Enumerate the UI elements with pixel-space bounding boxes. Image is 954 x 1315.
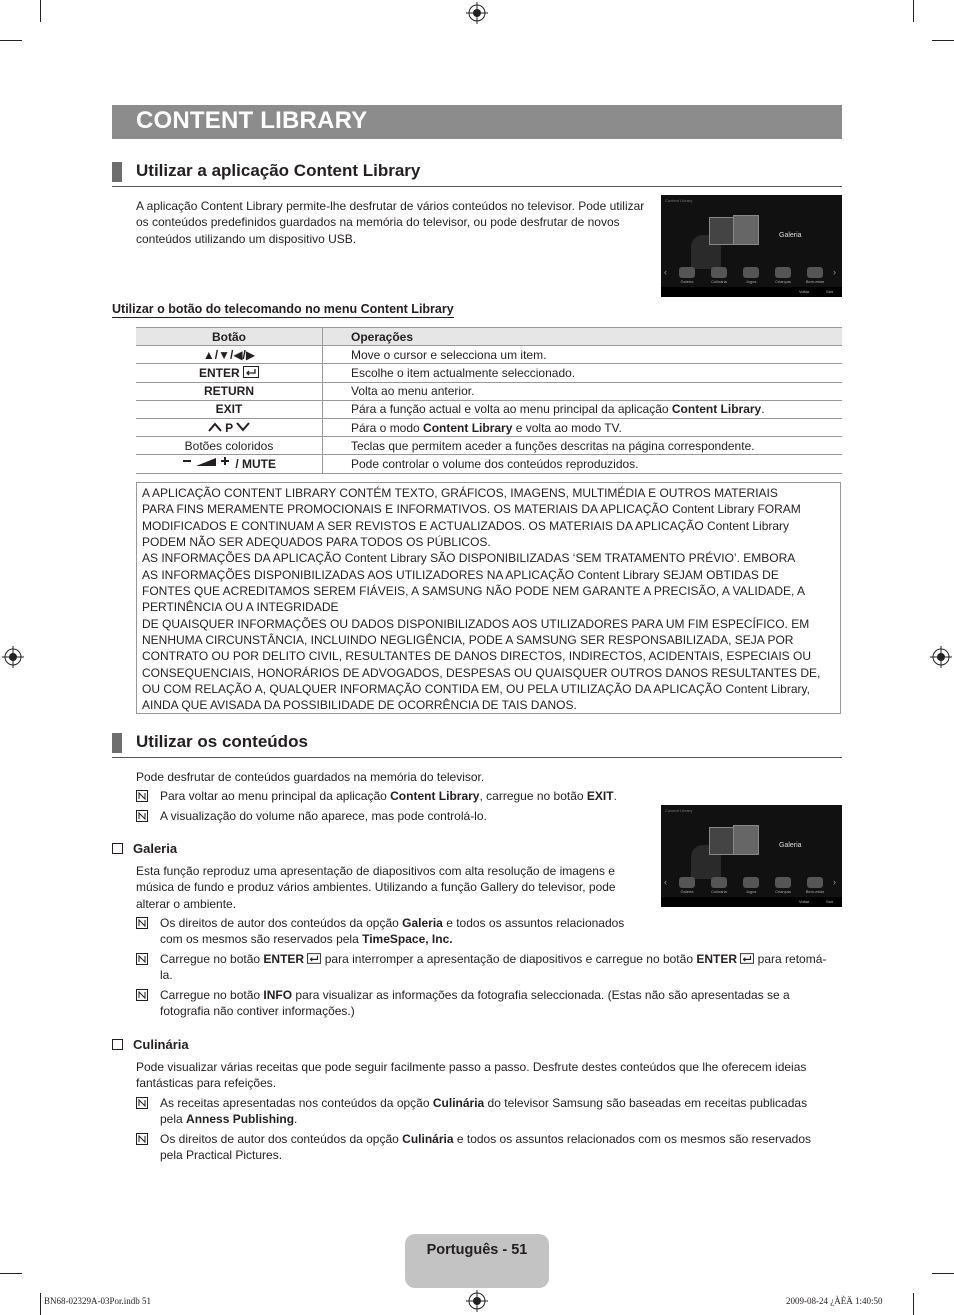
- crop-mark: [40, 1293, 41, 1315]
- enter-icon: [307, 953, 321, 964]
- button-cell: EXIT: [136, 400, 323, 418]
- subheading: [112, 302, 454, 316]
- picture-frame: [733, 215, 759, 245]
- disclaimer-line: PODEM NÃO SER ADEQUADOS PARA TODOS OS PÚBLICOS.: [142, 535, 491, 550]
- right-arrow-icon: ›: [833, 877, 836, 887]
- operation-cell: Move o cursor e selecciona um item.: [323, 346, 843, 364]
- left-arrow-icon: ‹: [664, 877, 667, 887]
- bold-text: INFO: [263, 988, 293, 1002]
- text-span: .: [613, 789, 617, 803]
- bem-estar-icon: [807, 877, 823, 888]
- registration-mark-icon: [466, 2, 488, 24]
- table-row: [136, 437, 842, 455]
- section-title: Utilizar os conteúdos: [136, 732, 308, 751]
- crop-mark: [932, 1273, 954, 1274]
- registration-mark-icon: [2, 646, 24, 668]
- crop-mark: [40, 0, 41, 22]
- text-span: para visualizar as informações da fotografia seleccionada. (Estas não são apresentadas se a: [292, 988, 790, 1002]
- button-cell: [136, 418, 323, 436]
- jogos-icon: [743, 267, 759, 278]
- tv-screenshot: [661, 805, 842, 907]
- disclaimer-box: [136, 482, 841, 714]
- table-row: [136, 455, 842, 473]
- tv-icon-label: Bem-estar: [805, 279, 825, 284]
- operation-cell: Teclas que permitem aceder a funções descritas na página correspondente.: [323, 437, 843, 455]
- enter-icon: [740, 953, 754, 964]
- disclaimer-line: PARA FINS MERAMENTE PROMOCIONAIS E INFORMATIVOS. OS MATERIAIS DA APLICAÇÃO Content Library FORAM: [142, 502, 801, 517]
- print-slug-right: 2009-08-24 ¿ÀÈÄ 1:40:50: [786, 1296, 883, 1306]
- bold-text: Culinária: [432, 1096, 485, 1110]
- tv-exit-label: Sair: [826, 899, 834, 904]
- disclaimer-line: CONSEQUENCIAIS, HONORÁRIOS DE ADVOGADOS, DESPESAS OU QUAISQUER OUTROS DANOS RESULTANTES DE,: [142, 665, 821, 680]
- tv-header: Content Library: [665, 808, 693, 813]
- text-span: Pára o modo: [351, 420, 424, 435]
- tv-footer-bar: [661, 897, 842, 907]
- text-line: Pode visualizar várias receitas que pode seguir facilmente passo a passo. Desfrute destes conteúdos que lhe oferecem ideias: [136, 1060, 807, 1074]
- text-span: Os direitos de autor dos conteúdos da opção: [160, 1132, 403, 1146]
- text-span: .: [761, 402, 765, 417]
- picture-frame: [709, 827, 735, 855]
- tv-icon-label: Jogos: [745, 279, 757, 284]
- tv-icon-label: Galeria: [680, 279, 694, 284]
- text-span: e todos os assuntos relacionados: [442, 916, 625, 930]
- bold-text: ENTER: [263, 952, 305, 966]
- tv-icon-label: Bem-estar: [805, 889, 825, 894]
- text-span: para retomá-: [754, 952, 827, 966]
- disclaimer-line: DE QUAISQUER INFORMAÇÕES OU DADOS DISPONIBILIZADOS AOS UTILIZADORES PARA UM FIM ESPECÍFICO. EM: [142, 616, 810, 631]
- text-line: A aplicação Content Library permite-lhe desfrutar de vários conteúdos no televisor. Pode utilizar: [136, 199, 645, 213]
- text-span: e volta ao modo TV.: [512, 420, 622, 435]
- table-row: [136, 418, 842, 436]
- note-icon: [136, 989, 148, 1001]
- table-header-row: [136, 328, 842, 346]
- culinaria-heading: [112, 1037, 189, 1052]
- bold-text: TimeSpace, Inc.: [362, 932, 453, 947]
- chevron-up-icon: [208, 422, 222, 432]
- text-span: , carregue no botão: [479, 789, 587, 803]
- note-icon: [136, 1133, 148, 1145]
- bold-text: EXIT: [586, 789, 614, 803]
- disclaimer-line: NENHUMA CIRCUNSTÂNCIA, INCLUINDO NEGLIGÊNCIA, PODE A SAMSUNG SER RESPONSABILIZADA, SEJA POR: [142, 633, 794, 648]
- tv-icon-label: Culinária: [711, 279, 727, 284]
- mute-label: / MUTE: [235, 457, 276, 472]
- left-arrow-icon: ‹: [664, 267, 667, 277]
- tv-icon-label: Crianças: [775, 279, 791, 284]
- volume-icon: [182, 456, 232, 468]
- tv-label: Galeria: [779, 842, 802, 849]
- text-span: Carregue no botão: [160, 952, 264, 966]
- galeria-icon: [679, 267, 695, 278]
- tv-icon-label: Jogos: [745, 889, 757, 894]
- note-icon: [136, 1097, 148, 1109]
- bold-text: Content Library: [671, 402, 762, 417]
- disclaimer-line: OU COM RELAÇÃO A, QUALQUER INFORMAÇÃO CONTIDA EM, OU PELA UTILIZAÇÃO DA APLICAÇÃO Content Library,: [142, 682, 810, 697]
- disclaimer-line: AS INFORMAÇÕES DA APLICAÇÃO Content Library SÃO DISPONIBILIZADAS ‘SEM TRATAMENTO PRÉVIO’. EMBORA: [142, 551, 796, 566]
- section1-intro: [136, 198, 656, 247]
- bold-text: Content Library: [423, 420, 513, 435]
- text-line: fantásticas para refeições.: [136, 1076, 277, 1091]
- galeria-icon: [679, 877, 695, 888]
- button-cell: ▲/▼/◀/▶: [136, 346, 323, 364]
- disclaimer-line: PERTINÊNCIA OU A INTEGRIDADE: [142, 600, 339, 615]
- text-span: Os direitos de autor dos conteúdos da opção: [160, 916, 403, 930]
- crop-mark: [0, 40, 22, 41]
- checkbox-square-icon: [112, 843, 123, 854]
- page-title-bar: [112, 105, 842, 139]
- print-slug-left: BN68-02329A-03Por.indb 51: [44, 1296, 152, 1306]
- button-cell: RETURN: [136, 382, 323, 400]
- table-row: [136, 346, 842, 364]
- text-line: fotografia não contiver informações.): [160, 1004, 355, 1019]
- disclaimer-line: CONTRATO OU POR DELITO CIVIL, RESULTANTES DE DANOS DIRECTOS, INDIRECTOS, ACIDENTAIS, ESPECIAIS OU: [142, 649, 812, 664]
- checkbox-square-icon: [112, 1039, 123, 1050]
- disclaimer-line: MODIFICADOS E CONTINUAM A SER REVISTOS E ACTUALIZADOS. OS MATERIAIS DA APLICAÇÃO Content Library: [142, 518, 790, 533]
- text-span: e todos os assuntos relacionados com os mesmos são reservados: [453, 1132, 812, 1146]
- tv-icon-label: Crianças: [775, 889, 791, 894]
- culinaria-icon: [711, 877, 727, 888]
- picture-frame: [733, 825, 759, 855]
- operation-cell: [323, 418, 843, 436]
- table-row: [136, 364, 842, 382]
- note-icon: [136, 953, 148, 965]
- tv-icon-row: [677, 877, 827, 894]
- enter-label: ENTER: [198, 365, 240, 380]
- disclaimer-line: AINDA QUE AVISADA DA POSSIBILIDADE DE OCORRÊNCIA DE TAIS DANOS.: [142, 698, 577, 713]
- operation-cell: Volta ao menu anterior.: [323, 382, 843, 400]
- section-title: Utilizar a aplicação Content Library: [136, 161, 421, 180]
- heading-text: Culinária: [133, 1037, 189, 1052]
- page-number: Português - 51: [426, 1242, 528, 1258]
- section-marker: [112, 733, 122, 753]
- enter-icon: [243, 366, 259, 378]
- tv-header: Content Library: [665, 198, 693, 203]
- tv-icon-label: Culinária: [711, 889, 727, 894]
- table-header-cell: Operações: [323, 328, 843, 346]
- tv-icon-row: [677, 267, 827, 284]
- note-text: A visualização do volume não aparece, mas pode controlá-lo.: [160, 809, 487, 823]
- tv-back-label: Voltar: [799, 899, 810, 904]
- button-cell: Botões coloridos: [136, 437, 323, 455]
- table-header-cell: Botão: [136, 328, 323, 346]
- heading-text: Galeria: [133, 841, 178, 856]
- galeria-heading: [112, 841, 177, 856]
- tv-screenshot: [661, 195, 842, 297]
- bem-estar-icon: [807, 267, 823, 278]
- registration-mark-icon: [930, 646, 952, 668]
- operation-cell: Escolhe o item actualmente seleccionado.: [323, 364, 843, 382]
- bold-text: ENTER: [696, 952, 737, 966]
- note-icon: [136, 917, 148, 929]
- text-span: Pára a função actual e volta ao menu principal da aplicação: [351, 402, 672, 417]
- disclaimer-line: AS INFORMAÇÕES DISPONIBILIZADAS AOS UTILIZADORES NA APLICAÇÃO Content Library SEJAM OBTIDAS DE: [142, 567, 779, 582]
- text-span: pela: [160, 1112, 187, 1127]
- operations-table: [136, 327, 842, 474]
- registration-mark-icon: [466, 1290, 488, 1312]
- criancas-icon: [775, 877, 791, 888]
- text-line: os conteúdos predefinidos guardados na memória do televisor, ou pode desfrutar de novos: [136, 215, 620, 230]
- text-span: As receitas apresentadas nos conteúdos da opção: [160, 1096, 433, 1110]
- section-heading: [112, 160, 842, 187]
- text-line: pela Practical Pictures.: [160, 1148, 283, 1163]
- right-arrow-icon: ›: [833, 267, 836, 277]
- page-title: CONTENT LIBRARY: [136, 107, 368, 134]
- bold-text: Culinária: [402, 1132, 454, 1146]
- note-icon: [136, 790, 148, 802]
- chevron-down-icon: [236, 422, 250, 432]
- tv-label: Galeria: [779, 232, 802, 239]
- table-row: [136, 382, 842, 400]
- jogos-icon: [743, 877, 759, 888]
- tv-exit-label: Sair: [826, 289, 834, 294]
- culinaria-text: [136, 1059, 842, 1092]
- button-cell: [136, 364, 323, 382]
- text-span: .: [294, 1112, 298, 1127]
- criancas-icon: [775, 267, 791, 278]
- tv-back-label: Voltar: [799, 289, 810, 294]
- crop-mark: [0, 1273, 22, 1274]
- text-span: para interromper a apresentação de diapositivos e carregue no botão: [321, 952, 697, 966]
- text-span: Carregue no botão: [160, 988, 264, 1002]
- subheading-text: Utilizar o botão do telecomando no menu Content Library: [112, 302, 454, 316]
- crop-mark: [932, 40, 954, 41]
- text-line: Esta função reproduz uma apresentação de diapositivos com alta resolução de imagens e: [136, 864, 615, 878]
- bold-text: Content Library: [390, 789, 480, 803]
- crop-mark: [913, 1293, 914, 1315]
- operation-cell: Pode controlar o volume dos conteúdos reproduzidos.: [323, 455, 843, 473]
- picture-frame: [709, 217, 735, 245]
- bold-text: Galeria: [402, 916, 443, 930]
- tv-footer-bar: [661, 287, 842, 297]
- page-number-tab: [405, 1234, 549, 1288]
- operation-cell: [323, 400, 843, 418]
- section-heading: [112, 731, 842, 758]
- disclaimer-line: FONTES QUE ACREDITAMOS SEREM FIÁVEIS, A SAMSUNG NÃO PODE NEM GARANTE A PRECISÃO, A VALIDADE, A: [142, 584, 806, 599]
- crop-mark: [913, 0, 914, 22]
- tv-icon-label: Galeria: [680, 889, 694, 894]
- text-line: alterar o ambiente.: [136, 896, 237, 911]
- galeria-text: [136, 863, 646, 912]
- section2-intro: Pode desfrutar de conteúdos guardados na memória do televisor.: [136, 770, 485, 784]
- button-cell: [136, 455, 323, 473]
- text-line: conteúdos utilizando um dispositivo USB.: [136, 231, 357, 246]
- text-span: com os mesmos são reservados pela: [160, 932, 363, 947]
- text-line: la.: [160, 968, 173, 983]
- section-marker: [112, 162, 122, 182]
- disclaimer-line: A APLICAÇÃO CONTENT LIBRARY CONTÉM TEXTO, GRÁFICOS, IMAGENS, MULTIMÉDIA E OUTROS MATERIAIS: [142, 486, 778, 500]
- p-label: P: [225, 420, 233, 435]
- bold-text: Anness Publishing: [186, 1112, 295, 1127]
- note-icon: [136, 810, 148, 822]
- culinaria-icon: [711, 267, 727, 278]
- text-span: Para voltar ao menu principal da aplicação: [160, 789, 391, 803]
- text-line: música de fundo e produz vários ambientes. Utilizando a função Gallery do televisor, pode: [136, 880, 616, 895]
- table-row: [136, 400, 842, 418]
- text-span: do televisor Samsung são baseadas em receitas publicadas: [484, 1096, 808, 1110]
